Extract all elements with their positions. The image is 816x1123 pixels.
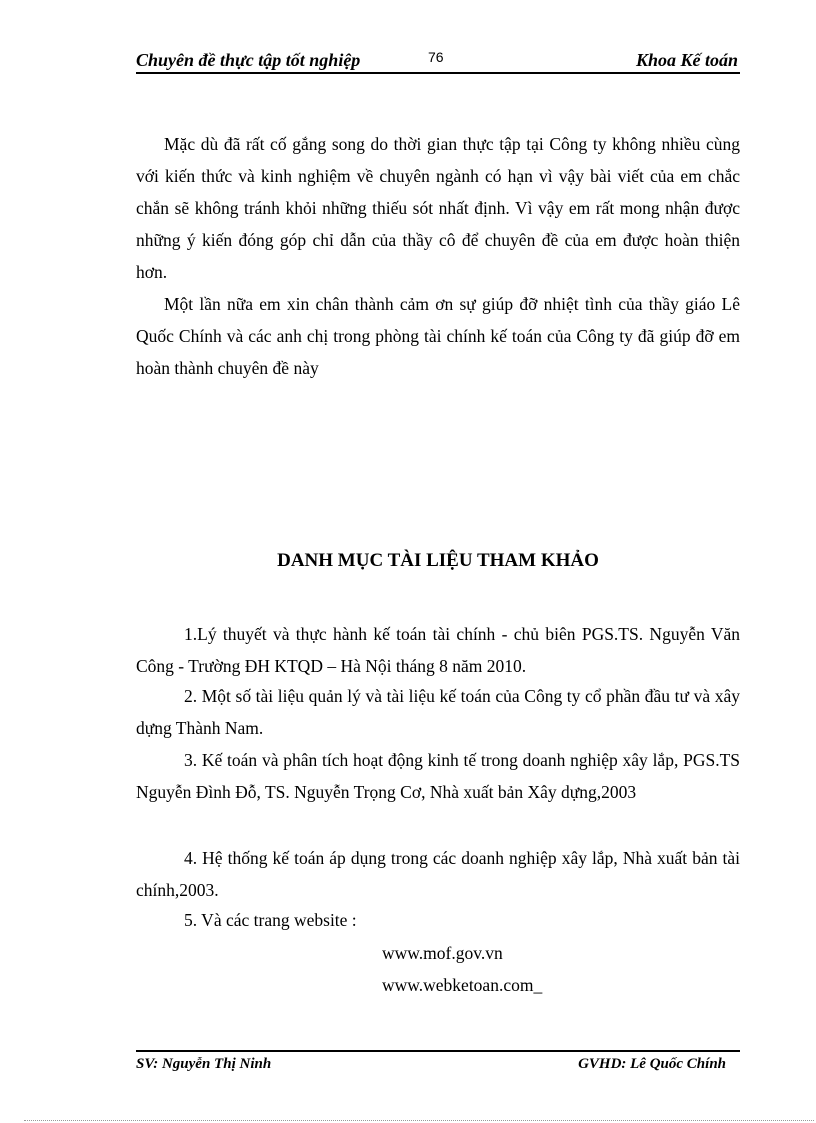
page-number: 76 (428, 49, 444, 65)
reference-item-2: 2. Một số tài liệu quản lý và tài liệu kế toán của Công ty cổ phần đầu tư và xây dựng Thành Nam. (136, 686, 740, 738)
page-edge-divider (24, 1120, 814, 1121)
page-header (136, 48, 740, 74)
website-link-2: www.webketoan.com_ (382, 975, 543, 995)
reference-item-3: 3. Kế toán và phân tích hoạt động kinh tế trong doanh nghiệp xây lắp, PGS.TS Nguyễn Đình Đỗ, TS. Nguyễn Trọng Cơ, Nhà xuất bản Xây dựng,2003 (136, 750, 740, 802)
reference-item-5: 5. Và các trang website : (184, 910, 357, 930)
footer-student: SV: Nguyễn Thị Ninh (136, 1056, 272, 1072)
page-footer (136, 1050, 740, 1080)
references-title: DANH MỤC TÀI LIỆU THAM KHẢO (277, 550, 599, 571)
footer-advisor: GVHD: Lê Quốc Chính (578, 1056, 726, 1072)
website-link-1: www.mof.gov.vn (382, 943, 503, 963)
reference-item-4: 4. Hệ thống kế toán áp dụng trong các doanh nghiệp xây lắp, Nhà xuất bản tài chính,2003. (136, 848, 740, 900)
header-department: Khoa Kế toán (635, 50, 738, 70)
body-paragraph-2: Một lần nữa em xin chân thành cảm ơn sự giúp đỡ nhiệt tình của thầy giáo Lê Quốc Chính và các anh chị trong phòng tài chính kế toán của Công ty đã giúp đỡ em hoàn thành chuyên đề này (136, 294, 740, 378)
reference-item-1: 1.Lý thuyết và thực hành kế toán tài chính - chủ biên PGS.TS. Nguyễn Văn Công - Trường ĐH KTQD – Hà Nội tháng 8 năm 2010. (136, 624, 740, 676)
header-title: Chuyên đề thực tập tốt nghiệp (136, 50, 361, 70)
body-paragraph-1: Mặc dù đã rất cố gắng song do thời gian thực tập tại Công ty không nhiều cùng với kiến thức và kinh nghiệm về chuyên ngành có hạn vì vậy bài viết của em chắc chắn sẽ không tránh khỏi những thiếu sót nhất định. Vì vậy em rất mong nhận được những ý kiến đóng góp chỉ dẫn của thầy cô để chuyên đề của em được hoàn thiện hơn. (136, 134, 740, 282)
